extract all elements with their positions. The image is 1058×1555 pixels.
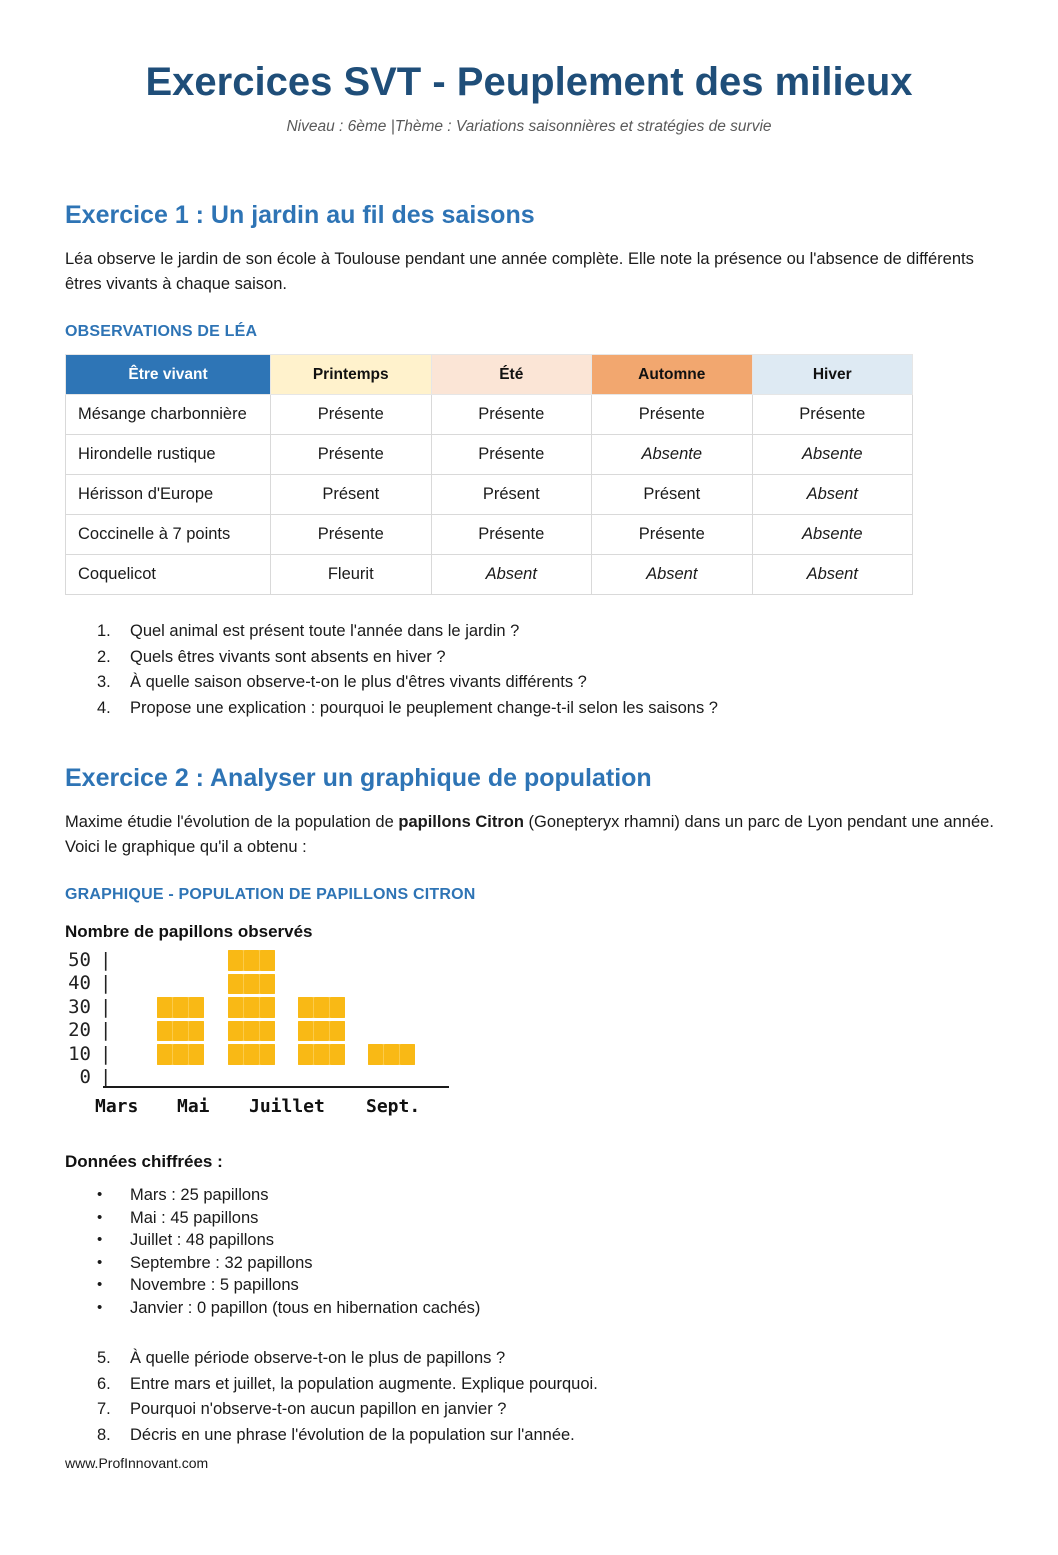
season-status-cell: Présente [271, 395, 432, 435]
season-status-cell: Absent [752, 555, 913, 595]
chart-bar-block [228, 1021, 243, 1042]
chart-axis-pipe: | [100, 1019, 112, 1042]
question-number: 2. [97, 647, 111, 666]
chart-y-tick-row [65, 995, 525, 1019]
question-item [65, 1372, 993, 1398]
table-row [66, 435, 913, 475]
chart-bar-block-row [298, 1021, 345, 1042]
chart-bar-block [260, 997, 275, 1018]
chart-section-title: GRAPHIQUE - POPULATION DE PAPILLONS CITRON [65, 886, 476, 903]
question-item [65, 1423, 993, 1449]
chart-axis-pipe: | [100, 948, 112, 971]
question-item [65, 645, 993, 671]
question-number: 3. [97, 673, 111, 691]
question-number: 8. [97, 1425, 111, 1444]
chart-bar-block [228, 950, 243, 971]
chart-bar-block [244, 950, 259, 971]
chart-bar-block-row [228, 974, 275, 995]
chart-x-tick-label: Mai [177, 1096, 210, 1117]
season-status-cell: Présente [431, 515, 592, 555]
question-text: Quel animal est présent toute l'année dans le jardin ? [130, 622, 520, 640]
chart-bar-block [157, 1044, 172, 1065]
chart-bar-block [189, 1021, 204, 1042]
season-status-cell: Présent [431, 475, 592, 515]
chart-y-tick-label: 0 [79, 1066, 91, 1089]
question-number: 1. [97, 622, 111, 640]
data-list-item: • Janvier : 0 papillon (tous en hibernation cachés) [95, 1297, 993, 1320]
chart-y-tick-row [65, 972, 525, 996]
season-status-cell: Présent [271, 475, 432, 515]
chart-bar-block [314, 997, 329, 1018]
question-text: Décris en une phrase l'évolution de la population sur l'année. [130, 1425, 575, 1444]
chart-bar-block [173, 1021, 188, 1042]
chart-axis-pipe: | [100, 972, 112, 995]
chart-bar-block-row [157, 1044, 204, 1065]
butterfly-population-chart [65, 948, 525, 1089]
chart-bar-block-row [298, 997, 345, 1018]
question-item [65, 696, 993, 722]
chart-bar-block [244, 1044, 259, 1065]
chart-y-tick-label: 10 [68, 1042, 91, 1065]
chart-bar-block [244, 974, 259, 995]
chart-baseline [103, 1086, 449, 1088]
chart-bar-block [260, 1044, 275, 1065]
chart-bar-block [298, 1021, 313, 1042]
season-status-cell: Présente [752, 395, 913, 435]
table-row [66, 515, 913, 555]
question-number: 4. [97, 698, 111, 717]
chart-y-tick-label: 40 [68, 972, 91, 995]
chart-bar-block [228, 1044, 243, 1065]
chart-bar-block [244, 1021, 259, 1042]
chart-bar-block [314, 1044, 329, 1065]
exercise1-intro: Léa observe le jardin de son école à Toulouse pendant une année complète. Elle note la présence ou l'absence de différents êtres vivants à chaque saison. [65, 250, 974, 293]
question-text: À quelle période observe-t-on le plus de papillons ? [130, 1349, 506, 1367]
question-text: Entre mars et juillet, la population augmente. Explique pourquoi. [130, 1374, 598, 1393]
season-status-cell: Absent [431, 555, 592, 595]
chart-bar-block [330, 997, 345, 1018]
chart-bar-block [189, 1044, 204, 1065]
season-status-cell: Absente [752, 435, 913, 475]
chart-bar-block [314, 1021, 329, 1042]
chart-bar-block [298, 1044, 313, 1065]
chart-y-tick-row [65, 1019, 525, 1043]
question-number: 7. [97, 1400, 111, 1418]
season-status-cell: Présent [592, 475, 753, 515]
season-status-cell: Présente [592, 515, 753, 555]
table-header-cell: Hiver [752, 355, 913, 395]
chart-x-tick-label: Sept. [366, 1096, 421, 1117]
chart-bar-block [368, 1044, 383, 1065]
page-subtitle: Niveau : 6ème |Thème : Variations saisonnières et stratégies de survie [286, 118, 772, 135]
footer-url: www.ProfInnovant.com [65, 1455, 209, 1471]
chart-bar-block [173, 1044, 188, 1065]
season-status-cell: Absent [752, 475, 913, 515]
question-item [65, 619, 993, 645]
species-name-cell: Mésange charbonnière [66, 395, 271, 435]
data-list-item: • Mars : 25 papillons [95, 1184, 993, 1207]
chart-axis-pipe: | [100, 1066, 112, 1089]
question-text: Quels êtres vivants sont absents en hiver ? [130, 647, 446, 666]
chart-y-tick-label: 30 [68, 995, 91, 1018]
question-item [65, 1346, 993, 1372]
exercise1-questions [65, 619, 993, 721]
season-status-cell: Présente [431, 395, 592, 435]
chart-y-axis-title: Nombre de papillons observés [65, 922, 313, 941]
chart-bar-block-row [298, 1044, 345, 1065]
exercise2-intro-species: papillons Citron [398, 813, 524, 831]
table-header-cell: Printemps [271, 355, 432, 395]
chart-bar-block-row [228, 1021, 275, 1042]
chart-bar-block-row [157, 997, 204, 1018]
chart-bar-block [228, 974, 243, 995]
chart-bar-block [384, 1044, 399, 1065]
chart-x-tick-label: Mars [95, 1096, 139, 1117]
chart-bar [298, 997, 345, 1065]
exercise2-intro [65, 810, 1000, 860]
chart-bar-block [260, 974, 275, 995]
question-item [65, 1397, 993, 1423]
season-status-cell: Absente [752, 515, 913, 555]
observations-table-header-row [66, 355, 913, 395]
chart-bar-block [330, 1021, 345, 1042]
data-list-item: • Septembre : 32 papillons [95, 1252, 993, 1275]
table-header-cell: Été [431, 355, 592, 395]
chart-bar-block [298, 997, 313, 1018]
data-list-item: • Mai : 45 papillons [95, 1207, 993, 1230]
chart-bar-block [400, 1044, 415, 1065]
chart-x-labels [65, 1092, 993, 1122]
species-name-cell: Coquelicot [66, 555, 271, 595]
species-name-cell: Hirondelle rustique [66, 435, 271, 475]
chart-bar-block [244, 997, 259, 1018]
data-list-item: • Juillet : 48 papillons [95, 1229, 993, 1252]
chart-y-tick-label: 20 [68, 1019, 91, 1042]
chart-bar-block-row [228, 950, 275, 971]
data-heading: Données chiffrées : [65, 1152, 223, 1171]
question-text: Pourquoi n'observe-t-on aucun papillon en janvier ? [130, 1400, 507, 1418]
chart-bar-block-row [228, 997, 275, 1018]
chart-bar-block [260, 1021, 275, 1042]
chart-bar-block-row [157, 1021, 204, 1042]
species-name-cell: Hérisson d'Europe [66, 475, 271, 515]
season-status-cell: Absent [592, 555, 753, 595]
chart-bar-block [228, 997, 243, 1018]
season-status-cell: Présente [271, 515, 432, 555]
exercise2-intro-start: Maxime étudie l'évolution de la population de [65, 813, 399, 831]
question-text: À quelle saison observe-t-on le plus d'êtres vivants différents ? [130, 673, 587, 691]
table-header-cell: Automne [592, 355, 753, 395]
observations-table [65, 354, 913, 595]
chart-bar-block [330, 1044, 345, 1065]
chart-axis-pipe: | [100, 995, 112, 1018]
chart-y-tick-row [65, 948, 525, 972]
chart-bar-block [157, 997, 172, 1018]
worksheet-page [0, 58, 1058, 1471]
question-text: Propose une explication : pourquoi le peuplement change-t-il selon les saisons ? [130, 698, 718, 717]
data-list [65, 1184, 993, 1319]
table-row [66, 475, 913, 515]
season-status-cell: Présente [271, 435, 432, 475]
table-header-cell: Être vivant [66, 355, 271, 395]
exercise2-questions [65, 1346, 993, 1448]
data-list-item: • Novembre : 5 papillons [95, 1274, 993, 1297]
chart-bar-block [173, 997, 188, 1018]
chart-y-tick-label: 50 [68, 948, 91, 971]
exercise1-heading: Exercice 1 : Un jardin au fil des saisons [65, 201, 535, 229]
chart-bar [157, 997, 204, 1065]
exercise2-heading: Exercice 2 : Analyser un graphique de population [65, 764, 652, 792]
chart-bar-block-row [228, 1044, 275, 1065]
chart-bar-block [260, 950, 275, 971]
chart-y-tick-row [65, 1042, 525, 1066]
season-status-cell: Présente [592, 395, 753, 435]
season-status-cell: Fleurit [271, 555, 432, 595]
chart-bar [368, 1044, 415, 1065]
question-number: 6. [97, 1374, 111, 1393]
chart-x-tick-label: Juillet [249, 1096, 325, 1117]
chart-bar [228, 950, 275, 1065]
chart-bar-block-row [368, 1044, 415, 1065]
observations-table-title: OBSERVATIONS DE LÉA [65, 323, 258, 340]
species-name-cell: Coccinelle à 7 points [66, 515, 271, 555]
question-number: 5. [97, 1349, 111, 1367]
exercise2-intro-end: (Gonepteryx rhamni) dans un parc de Lyon pendant une année. Voici le graphique qu'il a obtenu : [65, 813, 994, 856]
chart-axis-pipe: | [100, 1042, 112, 1065]
chart-bar-block [189, 997, 204, 1018]
season-status-cell: Absente [592, 435, 753, 475]
chart-bar-block [157, 1021, 172, 1042]
page-title: Exercices SVT - Peuplement des milieux [145, 60, 913, 104]
season-status-cell: Présente [431, 435, 592, 475]
table-row [66, 555, 913, 595]
question-item [65, 670, 993, 696]
table-row [66, 395, 913, 435]
